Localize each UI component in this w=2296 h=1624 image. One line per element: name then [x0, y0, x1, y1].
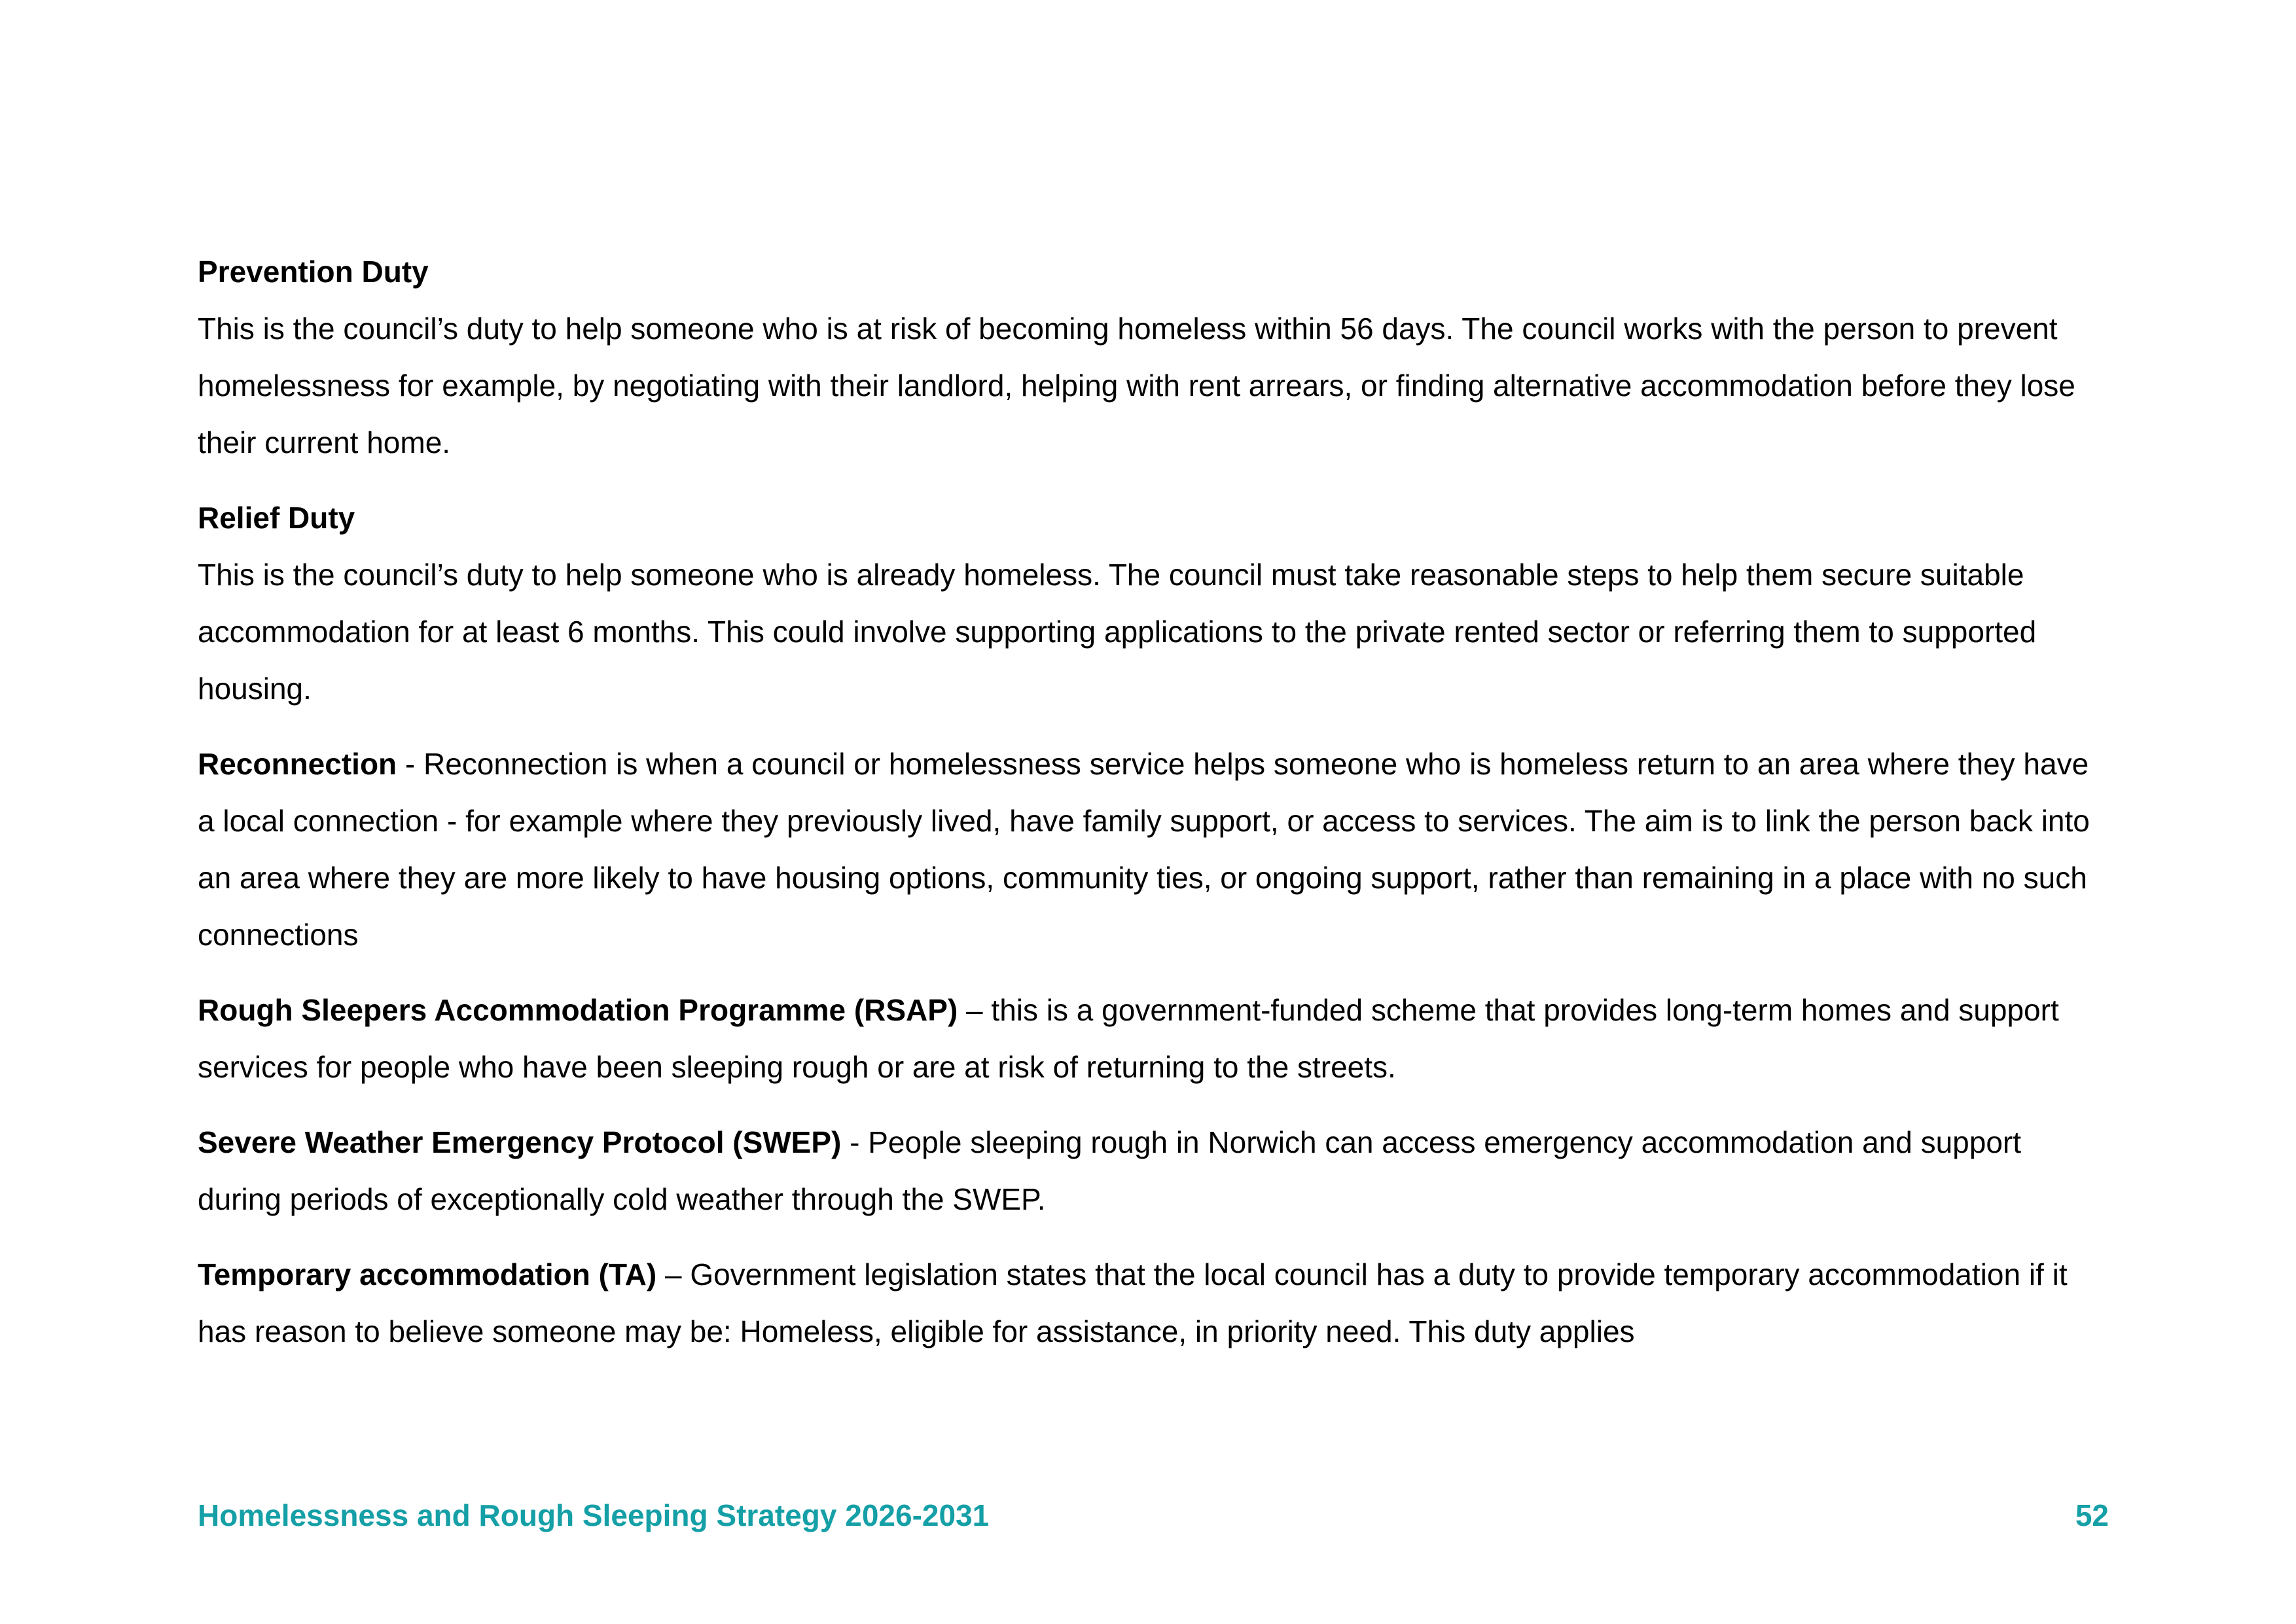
definition-text: - Reconnection is when a council or homelessness service helps someone who is homeless return to an area where they have a local connection - for example where they previously lived, have family support, or access to services. The aim is to link the person back into an area where they are more likely to have housing options, community ties, or ongoing support, rather than remaining in a place with no such connections [198, 747, 2090, 952]
definition-text: – Government legislation states that the local council has a duty to provide temporary accommodation if it has reason to believe someone may be: Homeless, eligible for assistance, in priority need. This duty applies [198, 1257, 2068, 1348]
definition-text: This is the council’s duty to help someone who is already homeless. The council must take reasonable steps to help them secure suitable accommodation for at least 6 months. This could involve supporting applications to the private rented sector or referring them to supported housing. [198, 558, 2037, 706]
definition-paragraph [198, 982, 2109, 1096]
definition-text: – this is a government-funded scheme that provides long-term homes and support services for people who have been sleeping rough or are at risk of returning to the streets. [198, 993, 2059, 1084]
definition-text: This is the council’s duty to help someone who is at risk of becoming homeless within 56 days. The council works with the person to prevent homelessness for example, by negotiating with their landlord, helping with rent arrears, or finding alternative accommodation before they lose their current home. [198, 312, 2075, 460]
definition-heading: Relief Duty [198, 501, 355, 535]
definition-term: Temporary accommodation (TA) [198, 1257, 657, 1291]
definition-term: Rough Sleepers Accommodation Programme (RSAP) [198, 993, 958, 1027]
footer-page-number: 52 [2075, 1498, 2109, 1532]
definition-term: Reconnection [198, 747, 397, 781]
definition-swep [198, 1114, 2109, 1228]
definition-prevention-duty [198, 244, 2109, 471]
definition-paragraph [198, 1114, 2109, 1228]
definition-rsap [198, 982, 2109, 1096]
definition-term: Severe Weather Emergency Protocol (SWEP) [198, 1125, 842, 1159]
definition-paragraph [198, 736, 2109, 964]
definition-reconnection [198, 736, 2109, 964]
definition-text: - People sleeping rough in Norwich can access emergency accommodation and support during periods of exceptionally cold weather through the SWEP. [198, 1125, 2022, 1216]
page-footer [198, 1498, 2109, 1533]
definitions-content [198, 244, 2109, 1379]
definition-paragraph [198, 1246, 2109, 1360]
definition-temporary-accommodation [198, 1246, 2109, 1360]
definition-heading: Prevention Duty [198, 255, 429, 289]
definition-relief-duty [198, 490, 2109, 717]
footer-document-title: Homelessness and Rough Sleeping Strategy 2026-2031 [198, 1498, 990, 1532]
